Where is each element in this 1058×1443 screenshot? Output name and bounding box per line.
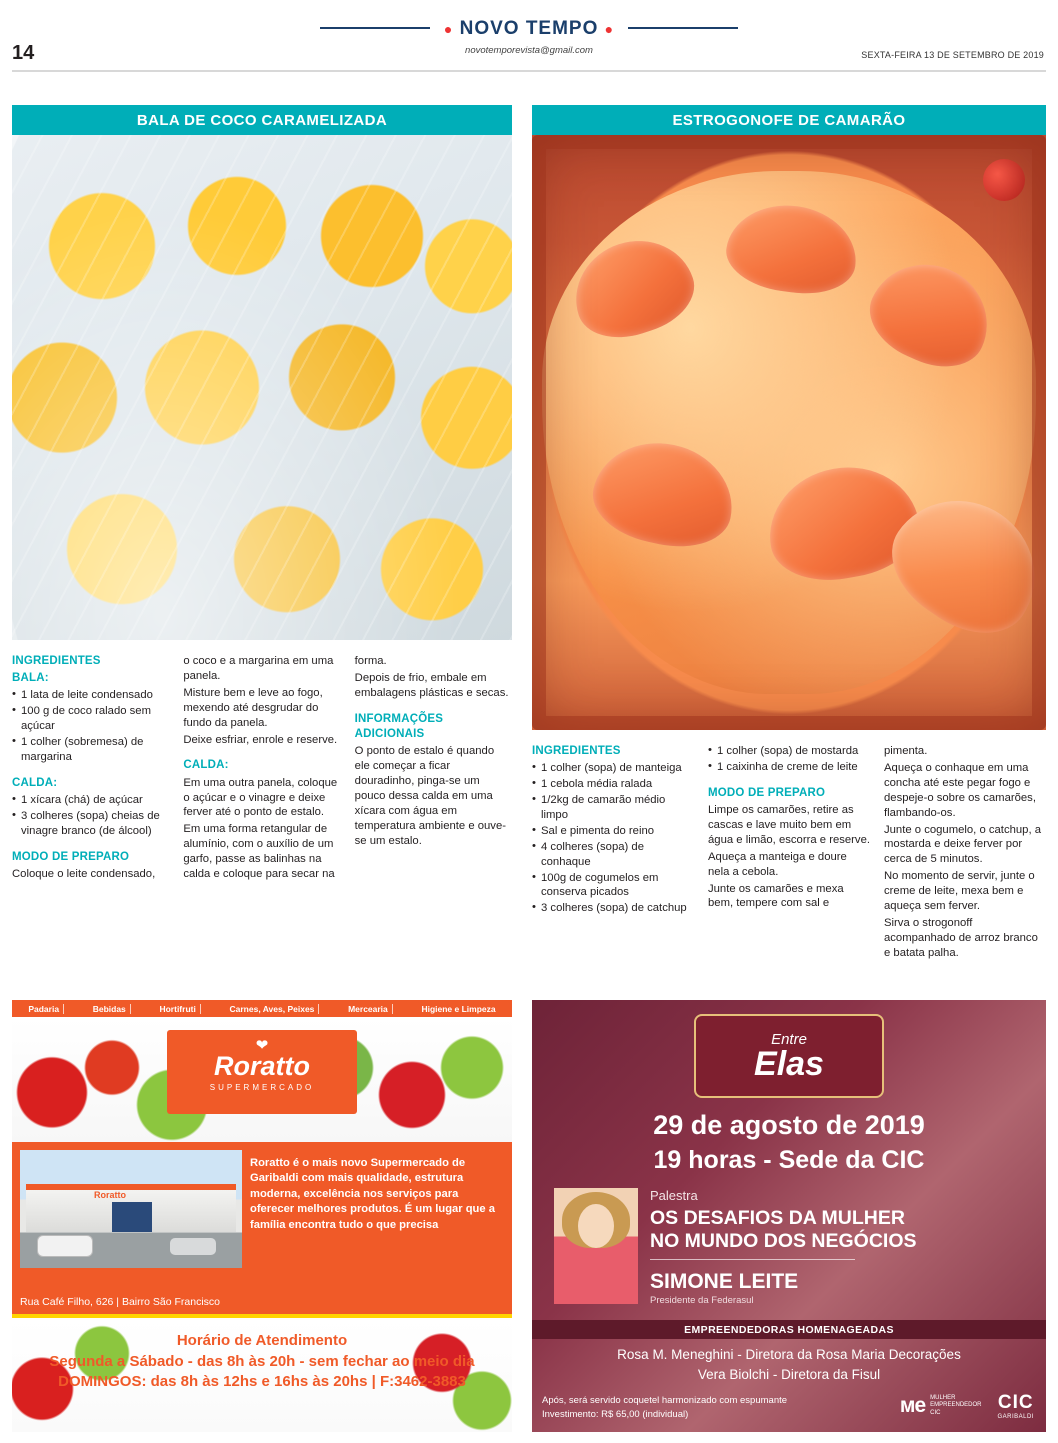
me-mark: ме <box>899 1394 926 1417</box>
contact-email: novotemporevista@gmail.com <box>465 45 593 56</box>
recipe-left-col-3 <box>355 654 512 884</box>
ad-roratto-hours <box>12 1332 512 1390</box>
recipe-left-photo <box>12 135 512 640</box>
heading-informacoes-adicionais: INFORMAÇÕES ADICIONAIS <box>354 712 444 740</box>
ad-roratto-categories <box>12 1000 512 1018</box>
ad-roratto-body <box>12 1142 512 1292</box>
list-item: • 100 g de coco ralado sem açúcar <box>12 704 169 734</box>
paragraph: forma. <box>354 655 387 667</box>
parked-car <box>38 1236 92 1256</box>
cic-text: GARIBALDI <box>997 1414 1034 1420</box>
paragraph: O ponto de estalo é quando ele começar a ficar douradinho, pinga-se um pouco dessa calda em uma xícara com água em temperatura ambiente e ouve-se um estalo. <box>354 745 506 847</box>
paragraph: Deixe esfriar, enrole e reserve. <box>183 733 338 746</box>
heading-ingredientes: INGREDIENTES <box>532 745 621 757</box>
recipe-left-title: BALA DE COCO CARAMELIZADA <box>12 105 512 135</box>
cic-mark: CIC <box>997 1392 1034 1413</box>
recipe-block-right <box>532 105 1046 963</box>
paragraph: Aqueça o conhaque em uma concha até este pegar fogo e despeje-o sobre os camarões, flambando-os. <box>884 761 1036 819</box>
event-date: 29 de agosto de 2019 <box>653 1110 925 1140</box>
speaker-face <box>578 1204 614 1248</box>
category-item: Bebidas <box>89 1004 131 1014</box>
speaker-photo <box>554 1188 638 1304</box>
heading-calda-2: CALDA: <box>183 759 229 772</box>
paragraph: pimenta. <box>884 745 928 757</box>
paragraph: Em uma outra panela, coloque o açúcar e o vinagre e deixe ferver até o ponto de estalo. <box>183 776 338 819</box>
recipe-right-text <box>532 744 1046 963</box>
event-time-venue: 19 horas - Sede da CIC <box>653 1146 925 1174</box>
storefront-photo <box>20 1150 242 1268</box>
talk-title-line-1: OS DESAFIOS DA MULHER <box>650 1207 905 1229</box>
publication-title-text: NOVO TEMPO <box>459 18 599 39</box>
recipe-block-left <box>12 105 512 884</box>
list-item: • 1 lata de leite condensado <box>12 688 169 703</box>
recipe-left-text <box>12 654 512 884</box>
heading-modo-preparo: MODO DE PREPARO <box>708 786 826 799</box>
bullet-right-icon: ● <box>604 20 615 37</box>
store-sign-label: Roratto <box>94 1190 126 1200</box>
list-item: • 1 colher (sopa) de mostarda <box>708 744 870 759</box>
honored-bar-title: EMPREENDEDORAS HOMENAGEADAS <box>532 1320 1046 1339</box>
list-item: • 3 colheres (sopa) cheias de vinagre branco (de álcool) <box>12 809 169 839</box>
ad-roratto-copy: Roratto é o mais novo Supermercado de Garibaldi com mais qualidade, estrutura moderna, excelência nos serviços para oferecer melhores produtos. É um lugar que a família encontra tudo o que precisa <box>250 1157 495 1231</box>
list-item: • 1/2kg de camarão médio limpo <box>532 793 694 823</box>
category-item: Padaria <box>24 1004 64 1014</box>
ingredient-list-calda <box>12 793 169 839</box>
honored-item: Vera Biolchi - Diretora da Fisul <box>697 1367 881 1383</box>
category-item: Mercearia <box>344 1004 393 1014</box>
talk-divider <box>650 1259 855 1260</box>
list-item: • 100g de cogumelos em conserva picados <box>532 871 694 901</box>
roratto-logo-name: Roratto <box>214 1050 310 1081</box>
ingredient-list-bala <box>12 688 169 765</box>
honored-list <box>532 1345 1046 1386</box>
footnote-cocktail: Após, será servido coquetel harmonizado com espumante <box>542 1395 788 1407</box>
list-item: • Sal e pimenta do reino <box>532 824 694 839</box>
paragraph: Coloque o leite condensado, <box>12 867 156 880</box>
sponsor-logos <box>900 1392 1034 1420</box>
paragraph: Junte o cogumelo, o catchup, a mostarda e deixe ferver por cerca de 5 minutos. <box>884 823 1042 866</box>
entre-elas-logo-bottom: Elas <box>754 1045 824 1084</box>
logo-mulher-empreendedora <box>900 1394 982 1418</box>
list-item: • 1 caixinha de creme de leite <box>708 760 870 775</box>
roratto-logo-subtitle: SUPERMERCADO <box>209 1082 315 1092</box>
recipe-left-col-2 <box>183 654 340 884</box>
list-item: • 1 colher (sopa) de manteiga <box>532 761 694 776</box>
list-item: • 3 colheres (sopa) de catchup <box>532 901 694 916</box>
recipe-left-col-1 <box>12 654 169 884</box>
recipe-right-col-1 <box>532 744 694 963</box>
ingredient-list-estrogonofe-cont <box>708 744 870 775</box>
bowl-rim <box>532 135 1046 730</box>
recipe-right-col-2 <box>708 744 870 963</box>
ad-entre-elas[interactable] <box>532 1000 1046 1432</box>
talk-kicker: Palestra <box>650 1188 698 1203</box>
paragraph: o coco e a margarina em uma panela. <box>183 655 334 682</box>
list-item: • 1 xícara (chá) de açúcar <box>12 793 169 808</box>
hours-weekday: Segunda a Sábado - das 8h às 20h - sem fechar ao meio dia <box>49 1353 475 1370</box>
parked-car <box>170 1238 216 1255</box>
speaker-name: SIMONE LEITE <box>650 1270 799 1293</box>
masthead <box>0 0 1058 75</box>
event-footnotes <box>542 1394 787 1422</box>
paragraph: Junte os camarões e mexa bem, tempere com sal e <box>708 882 844 910</box>
paragraph: Limpe os camarões, retire as cascas e lave muito bem em água e limão, escorra e reserve. <box>708 803 871 846</box>
heading-bala: BALA: <box>12 672 49 685</box>
entre-elas-logo-top: Entre <box>771 1031 807 1049</box>
store-entrance <box>112 1202 152 1232</box>
category-item: Carnes, Aves, Peixes <box>226 1004 320 1014</box>
publication-title <box>0 18 1058 40</box>
me-text: MULHER EMPREENDEDOR CIC <box>930 1394 982 1416</box>
header-divider <box>12 70 1046 72</box>
ingredient-list-estrogonofe <box>532 761 694 916</box>
paragraph: Depois de frio, embale em embalagens plásticas e secas. <box>354 671 509 699</box>
hours-sunday: DOMINGOS: das 8h às 12hs e 16hs às 20hs | F:3462-3883 <box>58 1373 466 1390</box>
ad-roratto[interactable] <box>12 1000 512 1432</box>
paragraph: Aqueça a manteiga e doure nela a cebola. <box>708 850 847 878</box>
speaker-role: Presidente da Federasul <box>650 1295 754 1306</box>
footnote-price: Investimento: R$ 65,00 (individual) <box>542 1409 689 1421</box>
paragraph: No momento de servir, junte o creme de leite, mexa bem e aqueça sem ferver. <box>884 870 1035 913</box>
talk-details <box>650 1188 1030 1306</box>
heading-ingredientes: INGREDIENTES <box>12 655 101 667</box>
roratto-logo <box>167 1030 357 1114</box>
recipe-right-title: ESTROGONOFE DE CAMARÃO <box>532 105 1046 135</box>
ad-roratto-hours-photo <box>12 1318 512 1432</box>
issue-date: SEXTA-FEIRA 13 DE SETEMBRO DE 2019 <box>861 50 1044 60</box>
paragraph: Sirva o strogonoff acompanhado de arroz branco e batata palha. <box>884 916 1038 959</box>
paragraph: Misture bem e leve ao fogo, mexendo até desgrudar do fundo da panela. <box>183 686 323 729</box>
list-item: • 4 colheres (sopa) de conhaque <box>532 840 694 870</box>
page-number: 14 <box>12 42 35 64</box>
category-item: Hortifruti <box>155 1004 200 1014</box>
heading-calda: CALDA: <box>12 776 58 789</box>
ad-roratto-address: Rua Café Filho, 626 | Bairro São Francisco <box>12 1292 512 1314</box>
recipe-right-col-3 <box>884 744 1046 963</box>
bullet-left-icon: ● <box>443 20 454 37</box>
heading-modo-preparo: MODO DE PREPARO <box>12 850 130 863</box>
list-item: • 1 cebola média ralada <box>532 777 694 792</box>
heart-icon: ❤ <box>255 1037 269 1054</box>
talk-title-line-2: NO MUNDO DOS NEGÓCIOS <box>650 1230 917 1252</box>
honored-item: Rosa M. Meneghini - Diretora da Rosa Maria Decorações <box>617 1347 961 1362</box>
recipe-right-photo <box>532 135 1046 730</box>
category-item: Higiene e Limpeza <box>421 1003 496 1014</box>
candy-photo-sheen <box>12 135 512 640</box>
ad-roratto-produce-photo <box>12 1018 512 1142</box>
logo-cic-garibaldi <box>997 1392 1034 1420</box>
entre-elas-logo <box>694 1014 884 1098</box>
hours-title: Horário de Atendimento <box>176 1332 348 1349</box>
list-item: • 1 colher (sobremesa) de margarina <box>12 735 169 765</box>
paragraph: Em uma forma retangular de alumínio, com o auxílio de um garfo, passe as balinhas na calda e coloque para secar na <box>183 823 335 881</box>
